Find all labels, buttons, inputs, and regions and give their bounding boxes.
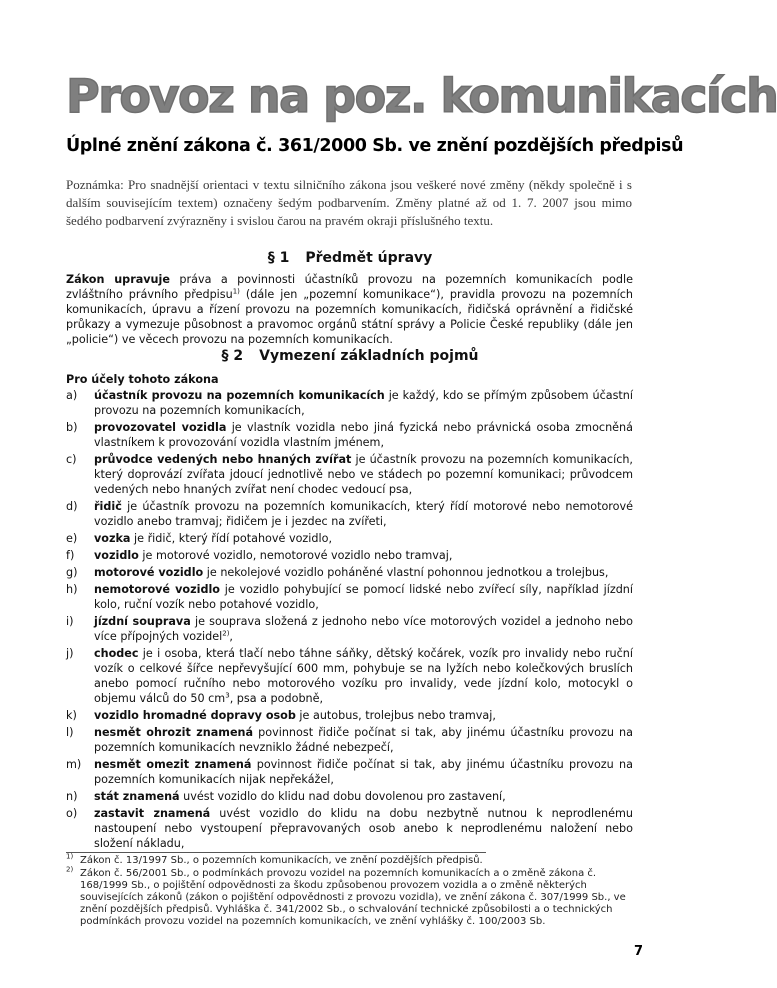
section-2-heading [0, 348, 700, 364]
section-1-text-a: práva a povinnosti účastníků provozu na pozemních komunikacích podle zvláštního právního předpisu [66, 273, 633, 301]
definition-term: provozovatel vozidla [94, 421, 227, 434]
footnote-mark-sup: 2) [66, 865, 74, 874]
definition-letter: h) [66, 583, 78, 596]
definition-letter: d) [66, 500, 78, 513]
definition-text: je vlastník vozidla nebo jiná fyzická nebo právnická osoba zmocněná vlastníkem k provozování vozidla vlastním jménem, [94, 421, 633, 449]
section-1-text-b: (dále jen „pozemní komunikace“), pravidla provozu na pozemních komunikacích, úpravu a řízení provozu na pozemních komunikacích, řidičská oprávnění a řidičské průkazy a vymezuje působnost a pravomoc orgánů státní správy a Policie České republiky (dále jen „policie“) ve věcech provozu na pozemních komunikacích. [66, 288, 633, 346]
definition-letter: g) [66, 566, 78, 579]
definition-text: uvést vozidlo do klidu nad dobu dovolenou pro zastavení, [179, 790, 506, 803]
definition-text: je účastník provozu na pozemních komunikacích, který řídí motorové nebo nemotorové vozidlo anebo tramvaj; řidičem je i jezdec na zvířeti, [94, 500, 633, 528]
definition-term: vozidlo hromadné dopravy osob [94, 709, 296, 722]
section-2-number: § 2 [221, 348, 244, 364]
definition-text: je vozidlo pohybující se pomocí lidské nebo zvířecí síly, například jízdní kolo, ruční vozík nebo potahové vozidlo, [94, 583, 633, 611]
page-number: 7 [633, 944, 643, 959]
footnote-mark [66, 865, 80, 928]
definition-body [94, 646, 633, 706]
definition-letter: o) [66, 807, 78, 820]
definition-item [66, 452, 633, 497]
definition-text: je každý, kdo se přímým způsobem účastní provozu na pozemních komunikacích, [94, 389, 633, 417]
definition-body [94, 388, 633, 418]
footnote-divider [66, 852, 486, 853]
page-subtitle: Úplné znění zákona č. 361/2000 Sb. ve znění pozdějších předpisů [66, 136, 684, 156]
definition-term: vozidlo [94, 549, 139, 562]
footnote-ref-1: 1) [232, 287, 240, 296]
definition-term: nesmět omezit znamená [94, 758, 252, 771]
definition-letter: j) [66, 647, 74, 660]
section-1-lead: Zákon upravuje [66, 273, 170, 286]
definition-item [66, 582, 633, 612]
definition-tail: , psa a podobně, [229, 692, 324, 705]
definition-term: zastavit znamená [94, 807, 211, 820]
definition-text: povinnost řidiče počínat si tak, aby jinému účastníku provozu na pozemních komunikacích nevzniklo žádné nebezpečí, [94, 726, 633, 754]
definition-item [66, 388, 633, 418]
definition-body [94, 757, 633, 787]
definition-term: vozka [94, 532, 131, 545]
definition-letter: i) [66, 615, 74, 628]
definition-item [66, 646, 633, 706]
definition-body [94, 565, 633, 580]
definition-term: motorové vozidlo [94, 566, 204, 579]
definition-body [94, 531, 633, 546]
footnotes [66, 852, 633, 929]
definition-item [66, 531, 633, 546]
definition-body [94, 725, 633, 755]
definition-body [94, 708, 633, 723]
definition-item [66, 614, 633, 644]
section-1-number: § 1 [267, 250, 290, 266]
definition-letter: l) [66, 726, 74, 739]
definition-letter: k) [66, 709, 77, 722]
definition-term: stát znamená [94, 790, 180, 803]
definition-item [66, 708, 633, 723]
section-1-heading [0, 250, 700, 266]
definition-body [94, 789, 633, 804]
definition-item [66, 806, 633, 851]
definition-text: je i osoba, která tlačí nebo táhne sáňky, dětský kočárek, vozík pro invalidy nebo ruční vozík o celkové šířce nepřevyšující 600 mm, pohybuje se na lyžích nebo kolečkových bruslích anebo pomocí ručního nebo motorového vozíku pro invalidy, vede jízdní kolo, motocykl o objemu válců do 50 cm [94, 647, 633, 705]
definition-item [66, 499, 633, 529]
definition-letter: n) [66, 790, 78, 803]
definition-letter: b) [66, 421, 78, 434]
definition-text: je souprava složená z jednoho nebo více motorových vozidel a jednoho nebo více přípojných vozidel [94, 615, 633, 643]
definition-text: uvést vozidlo do klidu na dobu nezbytně nutnou k neprodlenému nastoupení nebo vystoupení přepravovaných osob anebo k neprodlenému naložení nebo složení nákladu, [94, 807, 633, 850]
definition-body [94, 548, 633, 563]
definition-body [94, 614, 633, 644]
definition-letter: m) [66, 758, 82, 771]
definition-text: je autobus, trolejbus nebo tramvaj, [295, 709, 496, 722]
definition-superscript: 3 [225, 691, 230, 700]
definition-term: jízdní souprava [94, 615, 191, 628]
definition-term: účastník provozu na pozemních komunikacích [94, 389, 385, 402]
definition-term: nesmět ohrozit znamená [94, 726, 254, 739]
definition-body [94, 420, 633, 450]
definition-body [94, 499, 633, 529]
footnote-item [66, 865, 633, 928]
definition-text: je nekolejové vozidlo poháněné vlastní pohonnou jednotkou a trolejbus, [203, 566, 609, 579]
definition-text: je motorové vozidlo, nemotorové vozidlo nebo tramvaj, [138, 549, 453, 562]
definition-item [66, 725, 633, 755]
footnote-mark-sup: 1) [66, 852, 74, 861]
footnote-text: Zákon č. 13/1997 Sb., o pozemních komunikacích, ve znění pozdějších předpisů. [80, 855, 483, 866]
definition-tail: , [229, 630, 233, 643]
definition-body [94, 452, 633, 497]
definition-body [94, 582, 633, 612]
definition-text: je účastník provozu na pozemních komunikacích, který doprovází zvířata jdoucí jednotlivě nebo ve stádech po pozemní komunikaci; průvodcem vedených nebo hnaných zvířat není chodec vedoucí psa, [94, 453, 633, 496]
definition-term: průvodce vedených nebo hnaných zvířat [94, 453, 352, 466]
definition-superscript: 2) [222, 629, 230, 638]
definition-letter: e) [66, 532, 78, 545]
definition-item [66, 548, 633, 563]
footnote-text: Zákon č. 56/2001 Sb., o podmínkách provozu vozidel na pozemních komunikacích a o změně zákona č. 168/1999 Sb., o pojištění odpovědnosti za škodu způsobenou provozem vozidla a o změně některých souvisejících zákonů (zákon o pojištění odpovědnosti z provozu vozidla), ve znění zákona č. 307/1999 Sb., ve znění pozdějších předpisů. Vyhláška č. 341/2002 Sb., o schvalování technické způsobilosti a o technických podmínkách provozu vozidel na pozemních komunikacích, ve znění vyhlášky č. 100/2003 Sb. [80, 868, 626, 927]
definition-item [66, 565, 633, 580]
section-1-paragraph [66, 272, 633, 347]
footnote-item [66, 852, 633, 867]
definition-letter: a) [66, 389, 78, 402]
definition-term: řidič [94, 500, 122, 513]
definition-term: chodec [94, 647, 139, 660]
definition-text: je řidič, který řídí potahové vozidlo, [130, 532, 333, 545]
page-title: Provoz na poz. komunikacích [66, 69, 777, 123]
definition-body [94, 806, 633, 851]
section-2-intro: Pro účely tohoto zákona [66, 373, 219, 386]
definition-item [66, 757, 633, 787]
section-1-title: Předmět úpravy [305, 250, 433, 266]
definition-letter: c) [66, 453, 77, 466]
section-2-title: Vymezení základních pojmů [259, 348, 479, 364]
definition-text: povinnost řidiče počínat si tak, aby jinému účastníku provozu na pozemních komunikacích nijak nepřekážel, [94, 758, 633, 786]
definitions-list [66, 388, 633, 853]
definition-term: nemotorové vozidlo [94, 583, 220, 596]
editorial-note: Poznámka: Pro snadnější orientaci v textu silničního zákona jsou veškeré nové změny (někdy společně i s dalším souvisejícím textem) označeny šedým podbarvením. Změny platné až od 1. 7. 2007 jsou mimo šedého podbarvení zvýrazněny i svislou čarou na pravém okraji příslušného textu. [66, 177, 632, 228]
definition-item [66, 420, 633, 450]
definition-item [66, 789, 633, 804]
definition-letter: f) [66, 549, 75, 562]
